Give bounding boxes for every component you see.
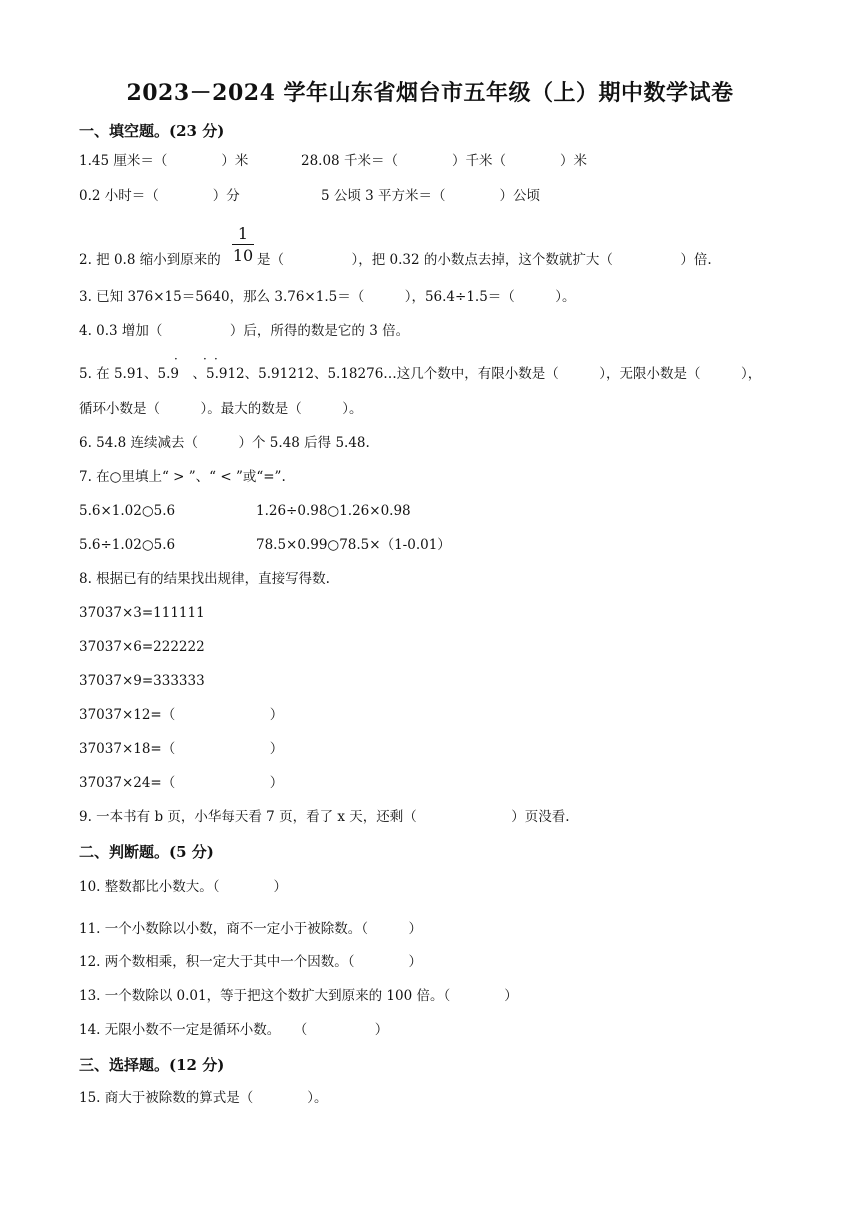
question-8-row: 37037×9=333333 — [79, 673, 205, 689]
question-8-stem: 8. 根据已有的结果找出规律，直接写得数. — [79, 571, 330, 587]
question-1-b: 28.08 千米＝（ ）千米（ ）米 — [301, 153, 587, 169]
question-4: 4. 0.3 增加（ ）后，所得的数是它的 3 倍。 — [79, 323, 410, 339]
question-3: 3. 已知 376×15＝5640，那么 3.76×1.5＝（ ），56.4÷1.5＝（ ）。 — [79, 289, 576, 305]
fraction-numerator: 1 — [237, 224, 249, 243]
question-8-row: 37037×12=（ ） — [79, 707, 284, 723]
question-5-line-1: 5. 在 5.91、5.9 、5.912、5.91212、5.18276…这几个数中，有限小数是（ ），无限小数是（ ）， — [79, 366, 762, 382]
question-1-c: 0.2 小时＝（ ）分 — [79, 188, 240, 204]
question-8-row: 37037×24=（ ） — [79, 775, 284, 791]
question-2-suffix: 是（ ），把 0.32 的小数点去掉，这个数就扩大（ ）倍. — [257, 252, 712, 268]
question-12: 12. 两个数相乘，积一定大于其中一个因数。（ ） — [79, 954, 423, 970]
fraction-denominator: 10 — [232, 246, 254, 265]
question-1-d: 5 公顷 3 平方米＝（ ）公顷 — [321, 188, 541, 204]
section-heading-multiple-choice: 三、选择题。(12 分) — [79, 1056, 225, 1074]
question-7-d: 78.5×0.99○78.5×（1-0.01） — [256, 537, 451, 553]
question-11: 11. 一个小数除以小数，商不一定小于被除数。（ ） — [79, 921, 423, 937]
repeating-dot-mark: · — [214, 352, 218, 366]
exam-title: 2023－2024 学年山东省烟台市五年级（上）期中数学试卷 — [126, 80, 734, 106]
fraction-bar — [232, 244, 254, 245]
repeating-dot-mark: · — [174, 352, 178, 366]
question-2-prefix: 2. 把 0.8 缩小到原来的 — [79, 252, 221, 268]
question-8-row: 37037×3=111111 — [79, 605, 205, 621]
fraction-one-tenth — [232, 224, 254, 265]
repeating-dot-mark: · — [203, 352, 207, 366]
question-6: 6. 54.8 连续减去（ ）个 5.48 后得 5.48. — [79, 435, 370, 451]
question-14: 14. 无限小数不一定是循环小数。 （ ） — [79, 1022, 389, 1038]
question-7-c: 5.6÷1.02○5.6 — [79, 537, 176, 553]
question-5-line-2: 循环小数是（ ）。最大的数是（ ）。 — [79, 401, 363, 417]
question-15: 15. 商大于被除数的算式是（ ）。 — [79, 1090, 328, 1106]
question-9: 9. 一本书有 b 页，小华每天看 7 页，看了 x 天，还剩（ ）页没看. — [79, 809, 570, 825]
question-7-b: 1.26÷0.98○1.26×0.98 — [256, 503, 411, 519]
question-13: 13. 一个数除以 0.01，等于把这个数扩大到原来的 100 倍。（ ） — [79, 988, 518, 1004]
question-7-stem: 7. 在○里填上“ > ”、“ < ”或“=”. — [79, 469, 286, 485]
section-heading-true-false: 二、判断题。(5 分) — [79, 843, 214, 861]
question-1-a: 1.45 厘米＝（ ）米 — [79, 153, 249, 169]
section-heading-fill-blank: 一、填空题。(23 分) — [79, 122, 225, 140]
question-8-row: 37037×6=222222 — [79, 639, 205, 655]
question-7-a: 5.6×1.02○5.6 — [79, 503, 176, 519]
question-10: 10. 整数都比小数大。（ ） — [79, 879, 288, 895]
question-8-row: 37037×18=（ ） — [79, 741, 284, 757]
